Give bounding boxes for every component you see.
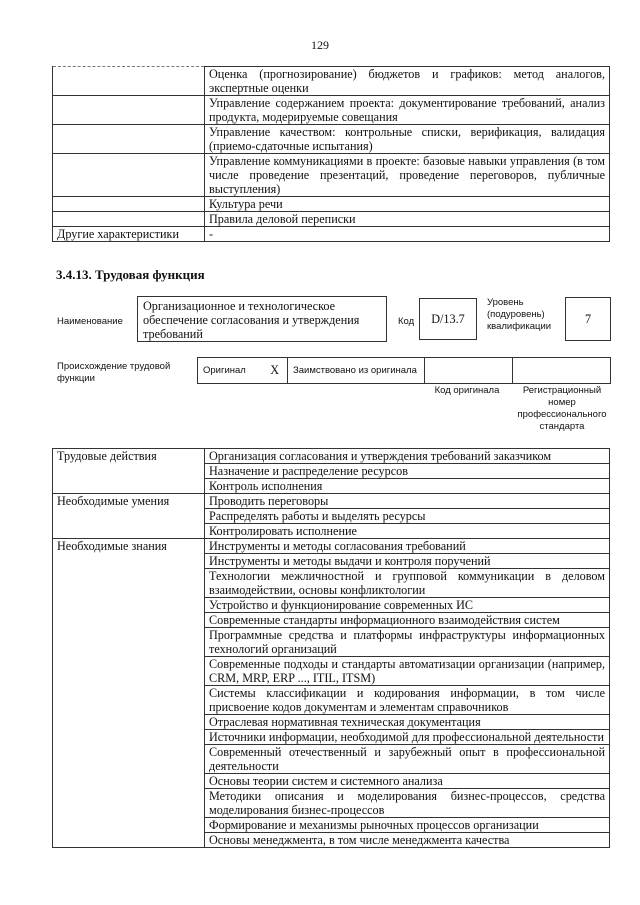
table-row bbox=[53, 96, 610, 125]
table-row bbox=[53, 524, 610, 539]
list-item: Современные стандарты информационного взаимодействия систем bbox=[205, 613, 610, 628]
table-row bbox=[53, 628, 610, 657]
list-item: Современные подходы и стандарты автоматизации организации (например, CRM, MRP, ERP ..., ITIL, ITSM) bbox=[205, 657, 610, 686]
list-item: Инструменты и методы согласования требований bbox=[205, 539, 610, 554]
table-row bbox=[53, 125, 610, 154]
group-label-continuation bbox=[53, 554, 205, 569]
table-row bbox=[53, 833, 610, 848]
code-label: Код bbox=[398, 316, 415, 327]
code-value: D/13.7 bbox=[419, 298, 477, 340]
list-item: Методики описания и моделирования бизнес-процессов, средства моделирования бизнес-процессов bbox=[205, 789, 610, 818]
list-item: Инструменты и методы выдачи и контроля поручений bbox=[205, 554, 610, 569]
name-label: Наименование bbox=[57, 316, 123, 327]
code-original-label: Код оригинала bbox=[434, 385, 500, 396]
table-row bbox=[53, 197, 610, 212]
list-item: Источники информации, необходимой для профессиональной деятельности bbox=[205, 730, 610, 745]
row-text: Управление коммуникациями в проекте: базовые навыки управления (в том числе проведение презентаций, проведение переговоров, публичные выступления) bbox=[205, 154, 610, 197]
row-text: Управление качеством: контрольные списки, верификация, валидация (приемо-сдаточные испытания) bbox=[205, 125, 610, 154]
previous-function-table bbox=[52, 66, 610, 242]
list-item: Организация согласования и утверждения требований заказчиком bbox=[205, 449, 610, 464]
table-row bbox=[53, 657, 610, 686]
row-label bbox=[53, 212, 205, 227]
row-text: Правила деловой переписки bbox=[205, 212, 610, 227]
group-label-continuation bbox=[53, 833, 205, 848]
page-number: 129 bbox=[311, 38, 329, 52]
table-row bbox=[53, 449, 610, 464]
group-label: Необходимые умения bbox=[53, 494, 205, 509]
list-item: Контролировать исполнение bbox=[205, 524, 610, 539]
list-item: Программные средства и платформы инфраструктуры информационных технологий организаций bbox=[205, 628, 610, 657]
origin-box bbox=[197, 357, 611, 384]
row-label bbox=[53, 154, 205, 197]
group-label-continuation bbox=[53, 569, 205, 598]
table-row bbox=[53, 509, 610, 524]
row-label bbox=[53, 197, 205, 212]
group-label-continuation bbox=[53, 464, 205, 479]
function-details-table bbox=[52, 448, 610, 848]
group-label-continuation bbox=[53, 818, 205, 833]
table-row bbox=[53, 154, 610, 197]
group-label-continuation bbox=[53, 730, 205, 745]
origin-label: Происхождение трудовой функции bbox=[57, 361, 171, 384]
table-row bbox=[53, 715, 610, 730]
row-text: Оценка (прогнозирование) бюджетов и графиков: метод аналогов, экспертные оценки bbox=[205, 67, 610, 96]
borrowed-label: Заимствовано из оригинала bbox=[288, 358, 425, 383]
table-row bbox=[53, 464, 610, 479]
registration-number-label: Регистрационный номер профессионального стандарта bbox=[517, 385, 607, 432]
table-row bbox=[53, 227, 610, 242]
table-row bbox=[53, 598, 610, 613]
list-item: Распределять работы и выделять ресурсы bbox=[205, 509, 610, 524]
table-row bbox=[53, 789, 610, 818]
list-item: Устройство и функционирование современных ИС bbox=[205, 598, 610, 613]
group-label-continuation bbox=[53, 715, 205, 730]
list-item: Основы менеджмента, в том числе менеджмента качества bbox=[205, 833, 610, 848]
group-label-continuation bbox=[53, 789, 205, 818]
list-item: Системы классификации и кодирования информации, в том числе присвоение кодов документам и элементам справочников bbox=[205, 686, 610, 715]
group-label-continuation bbox=[53, 598, 205, 613]
group-label-continuation bbox=[53, 628, 205, 657]
group-label-continuation bbox=[53, 686, 205, 715]
table-row bbox=[53, 67, 610, 96]
row-label: Другие характеристики bbox=[53, 227, 205, 242]
level-label: Уровень (подуровень) квалификации bbox=[487, 297, 552, 332]
row-text: Культура речи bbox=[205, 197, 610, 212]
table-row bbox=[53, 613, 610, 628]
list-item: Контроль исполнения bbox=[205, 479, 610, 494]
group-label: Трудовые действия bbox=[53, 449, 205, 464]
table-row bbox=[53, 745, 610, 774]
group-label: Необходимые знания bbox=[53, 539, 205, 554]
group-label-continuation bbox=[53, 774, 205, 789]
row-label bbox=[53, 125, 205, 154]
table-row bbox=[53, 212, 610, 227]
group-label-continuation bbox=[53, 509, 205, 524]
row-label bbox=[53, 67, 205, 96]
original-label: Оригинал bbox=[203, 365, 246, 376]
row-text: Управление содержанием проекта: документирование требований, анализ продукта, модерируемые совещания bbox=[205, 96, 610, 125]
table-row bbox=[53, 554, 610, 569]
list-item: Отраслевая нормативная техническая документация bbox=[205, 715, 610, 730]
code-original-cell bbox=[425, 358, 513, 383]
table-row bbox=[53, 730, 610, 745]
original-mark: X bbox=[270, 363, 279, 377]
table-row bbox=[53, 494, 610, 509]
section-title: 3.4.13. Трудовая функция bbox=[56, 267, 205, 282]
table-row bbox=[53, 686, 610, 715]
group-label-continuation bbox=[53, 613, 205, 628]
table-row bbox=[53, 774, 610, 789]
list-item: Технологии межличностной и групповой коммуникации в деловом взаимодействии, основы конфликтологии bbox=[205, 569, 610, 598]
table-row bbox=[53, 539, 610, 554]
group-label-continuation bbox=[53, 524, 205, 539]
list-item: Проводить переговоры bbox=[205, 494, 610, 509]
group-label-continuation bbox=[53, 657, 205, 686]
original-cell bbox=[198, 358, 288, 383]
list-item: Формирование и механизмы рыночных процессов организации bbox=[205, 818, 610, 833]
group-label-continuation bbox=[53, 745, 205, 774]
level-value: 7 bbox=[565, 297, 611, 341]
name-value: Организационное и технологическое обеспечение согласования и утверждения требований bbox=[137, 296, 387, 342]
list-item: Назначение и распределение ресурсов bbox=[205, 464, 610, 479]
table-row bbox=[53, 479, 610, 494]
row-text: - bbox=[205, 227, 610, 242]
list-item: Основы теории систем и системного анализа bbox=[205, 774, 610, 789]
list-item: Современный отечественный и зарубежный опыт в профессиональной деятельности bbox=[205, 745, 610, 774]
table-row bbox=[53, 569, 610, 598]
group-label-continuation bbox=[53, 479, 205, 494]
row-label bbox=[53, 96, 205, 125]
table-row bbox=[53, 818, 610, 833]
